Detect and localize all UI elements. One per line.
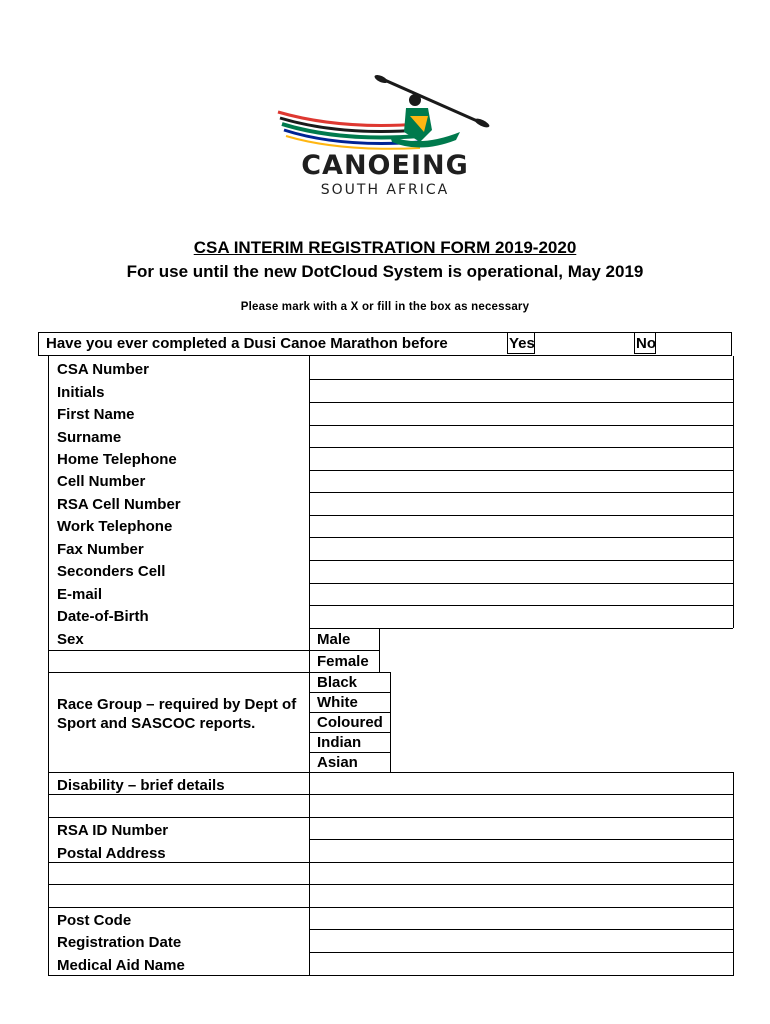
post-code-label: Post Code [57,912,132,929]
disability-input-line2[interactable] [310,795,733,817]
sex-male-box[interactable] [380,628,400,650]
form-title: CSA INTERIM REGISTRATION FORM 2019-2020 [193,238,577,257]
postal-address-input-line2[interactable] [310,863,733,884]
postal-address-input[interactable] [310,840,733,862]
medical-aid-input[interactable] [310,953,733,975]
table-right-border [733,356,734,628]
postal-address-label: Postal Address [57,845,166,862]
sex-option-female: Female [317,653,369,670]
surname-input[interactable] [310,426,733,447]
registration-date-input[interactable] [310,930,733,952]
date-of-birth-input[interactable] [310,606,733,628]
race-label-line1: Race Group – required by Dept of [57,696,297,713]
dusi-yes-box[interactable]: Yes [507,332,535,354]
field-label: First Name [57,406,135,423]
rsa-id-label: RSA ID Number [57,822,169,839]
form-instruction: Please mark with a X or fill in the box as necessary [240,301,530,313]
race-option-coloured: Coloured [317,714,383,731]
field-label: Cell Number [57,473,146,490]
post-code-input[interactable] [310,908,733,929]
email-input[interactable] [310,584,733,605]
brand-name: CANOEING [301,150,469,181]
field-label: CSA Number [57,361,149,378]
field-label: Home Telephone [57,451,177,468]
dusi-no-box[interactable]: No [634,332,656,354]
sex-option-male: Male [317,631,351,648]
field-label: Surname [57,429,122,446]
race-option-black: Black [317,674,358,691]
table-left-border [48,356,49,976]
dusi-question: Have you ever completed a Dusi Canoe Marathon before [46,335,448,352]
cell-number-input[interactable] [310,471,733,492]
rsa-id-input[interactable] [310,818,733,839]
seconders-cell-input[interactable] [310,561,733,583]
field-label: Work Telephone [57,518,173,535]
form-subtitle: For use until the new DotCloud System is operational, May 2019 [126,262,644,281]
disability-label: Disability – brief details [57,777,225,794]
race-label-line2: Sport and SASCOC reports. [57,715,256,732]
race-option-asian: Asian [317,754,358,771]
work-telephone-input[interactable] [310,516,733,537]
fax-number-input[interactable] [310,538,733,560]
field-label: Seconders Cell [57,563,166,580]
field-label: E-mail [57,586,103,603]
race-option-white: White [317,694,358,711]
paddler-figure [373,73,490,147]
medical-aid-label: Medical Aid Name [57,957,185,974]
sex-label: Sex [57,631,84,648]
home-telephone-input[interactable] [310,448,733,470]
field-label: Initials [57,384,105,401]
first-name-input[interactable] [310,403,733,425]
initials-input[interactable] [310,380,733,402]
field-label: Date-of-Birth [57,608,149,625]
race-option-indian: Indian [317,734,362,751]
brand-country: SOUTH AFRICA [320,182,450,198]
dusi-question-row [38,332,732,356]
postal-address-input-line3[interactable] [310,885,733,907]
table-right-border-lower [733,772,734,976]
rsa-cell-number-input[interactable] [310,493,733,515]
field-label: Fax Number [57,541,144,558]
disability-input[interactable] [310,773,733,794]
field-label: RSA Cell Number [57,496,181,513]
registration-date-label: Registration Date [57,934,182,951]
csa-number-input[interactable] [310,357,733,379]
